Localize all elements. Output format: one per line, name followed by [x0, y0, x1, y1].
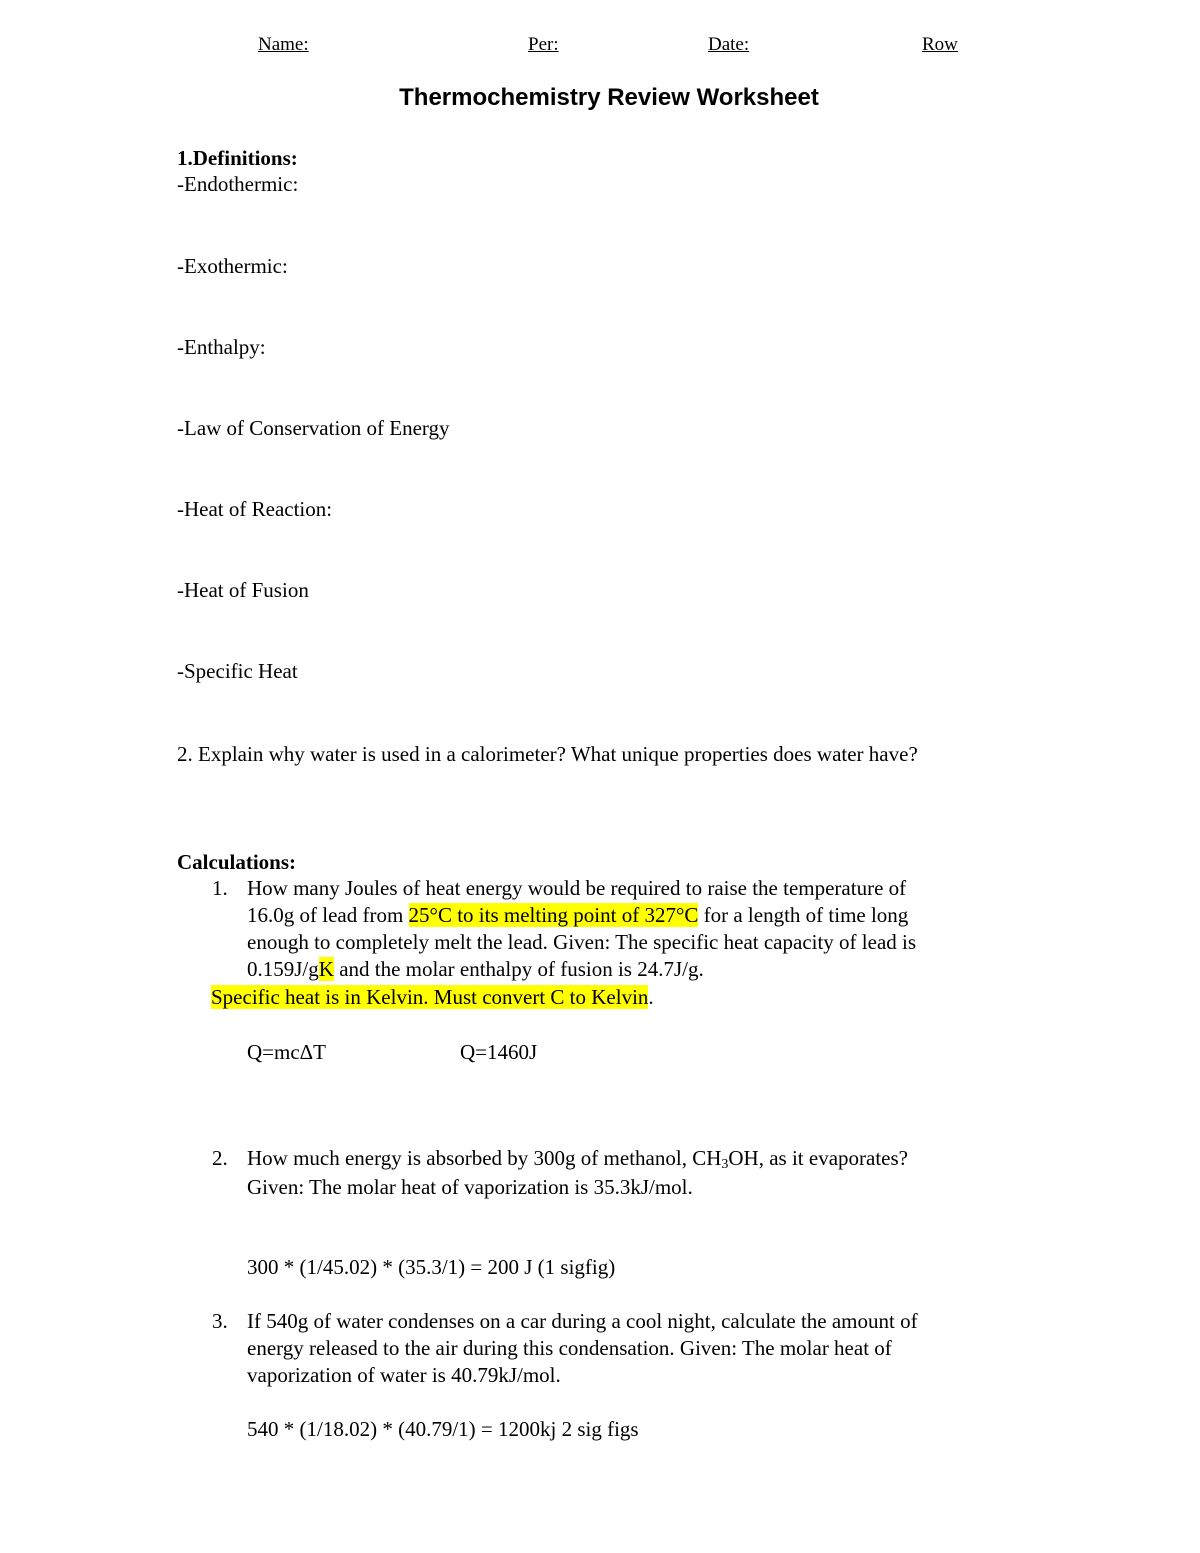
page-title: Thermochemistry Review Worksheet — [399, 84, 819, 111]
name-field-label: Name: — [258, 34, 309, 55]
calc-q1-answer: Q=1460J — [460, 1040, 538, 1064]
calc-q2-line1-end: OH, as it evaporates? — [728, 1146, 908, 1170]
definition-specific-heat: -Specific Heat — [177, 659, 298, 683]
calc-q1-highlight-temps: 25°C to its melting point of 327°C — [408, 903, 699, 927]
calc-q2-line1-start: How much energy is absorbed by 300g of methanol, CH — [247, 1146, 722, 1170]
calc-q1-formula: Q=mcΔT — [247, 1040, 326, 1064]
calc-q2-subscript: 3 — [721, 1157, 729, 1172]
calc-q1-line4-end: and the molar enthalpy of fusion is 24.7J/g. — [333, 957, 704, 981]
calc-q2-work: 300 * (1/45.02) * (35.3/1) = 200 J (1 sigfig) — [247, 1255, 616, 1279]
calc-q1-line2-start: 16.0g of lead from — [247, 903, 409, 927]
definitions-heading: 1.Definitions: — [177, 146, 298, 170]
calc-q2-line1 — [247, 1146, 908, 1171]
calculations-heading: Calculations: — [177, 850, 297, 874]
calc-q1-note-period: . — [648, 985, 654, 1009]
definition-heat-of-reaction: -Heat of Reaction: — [177, 497, 333, 521]
calc-q1-line2-end: for a length of time long — [698, 903, 909, 927]
row-field-label: Row — [922, 34, 958, 55]
definition-endothermic: -Endothermic: — [177, 172, 299, 196]
definition-heat-of-fusion: -Heat of Fusion — [177, 578, 309, 602]
calc-q3-line2: energy released to the air during this condensation. Given: The molar heat of — [247, 1336, 892, 1360]
definition-conservation-energy: -Law of Conservation of Energy — [177, 416, 450, 440]
calc-q3-number: 3. — [212, 1309, 228, 1333]
question-2-text: 2. Explain why water is used in a calorimeter? What unique properties does water have? — [177, 742, 918, 766]
definition-exothermic: -Exothermic: — [177, 254, 288, 278]
calc-q2-line2: Given: The molar heat of vaporization is 35.3kJ/mol. — [247, 1175, 693, 1199]
calc-q3-work: 540 * (1/18.02) * (40.79/1) = 1200kj 2 sig figs — [247, 1417, 639, 1441]
calc-q1-line4 — [247, 957, 704, 982]
calc-q1-note-highlight: Specific heat is in Kelvin. Must convert C to Kelvin — [211, 985, 649, 1009]
calc-q1-line4-start: 0.159J/g — [247, 957, 319, 981]
date-field-label: Date: — [708, 34, 750, 55]
calc-q3-line1: If 540g of water condenses on a car during a cool night, calculate the amount of — [247, 1309, 918, 1333]
calc-q1-line1: How many Joules of heat energy would be required to raise the temperature of — [247, 876, 907, 900]
period-field-label: Per: — [528, 34, 559, 55]
calc-q1-note — [211, 985, 654, 1010]
calc-q1-number: 1. — [212, 876, 228, 900]
definition-enthalpy: -Enthalpy: — [177, 335, 266, 359]
calc-q2-number: 2. — [212, 1146, 228, 1170]
calc-q3-line3: vaporization of water is 40.79kJ/mol. — [247, 1363, 561, 1387]
calc-q1-line3: enough to completely melt the lead. Given: The specific heat capacity of lead is — [247, 930, 917, 954]
calc-q1-highlight-kelvin: K — [318, 957, 334, 981]
calc-q1-line2 — [247, 903, 908, 928]
